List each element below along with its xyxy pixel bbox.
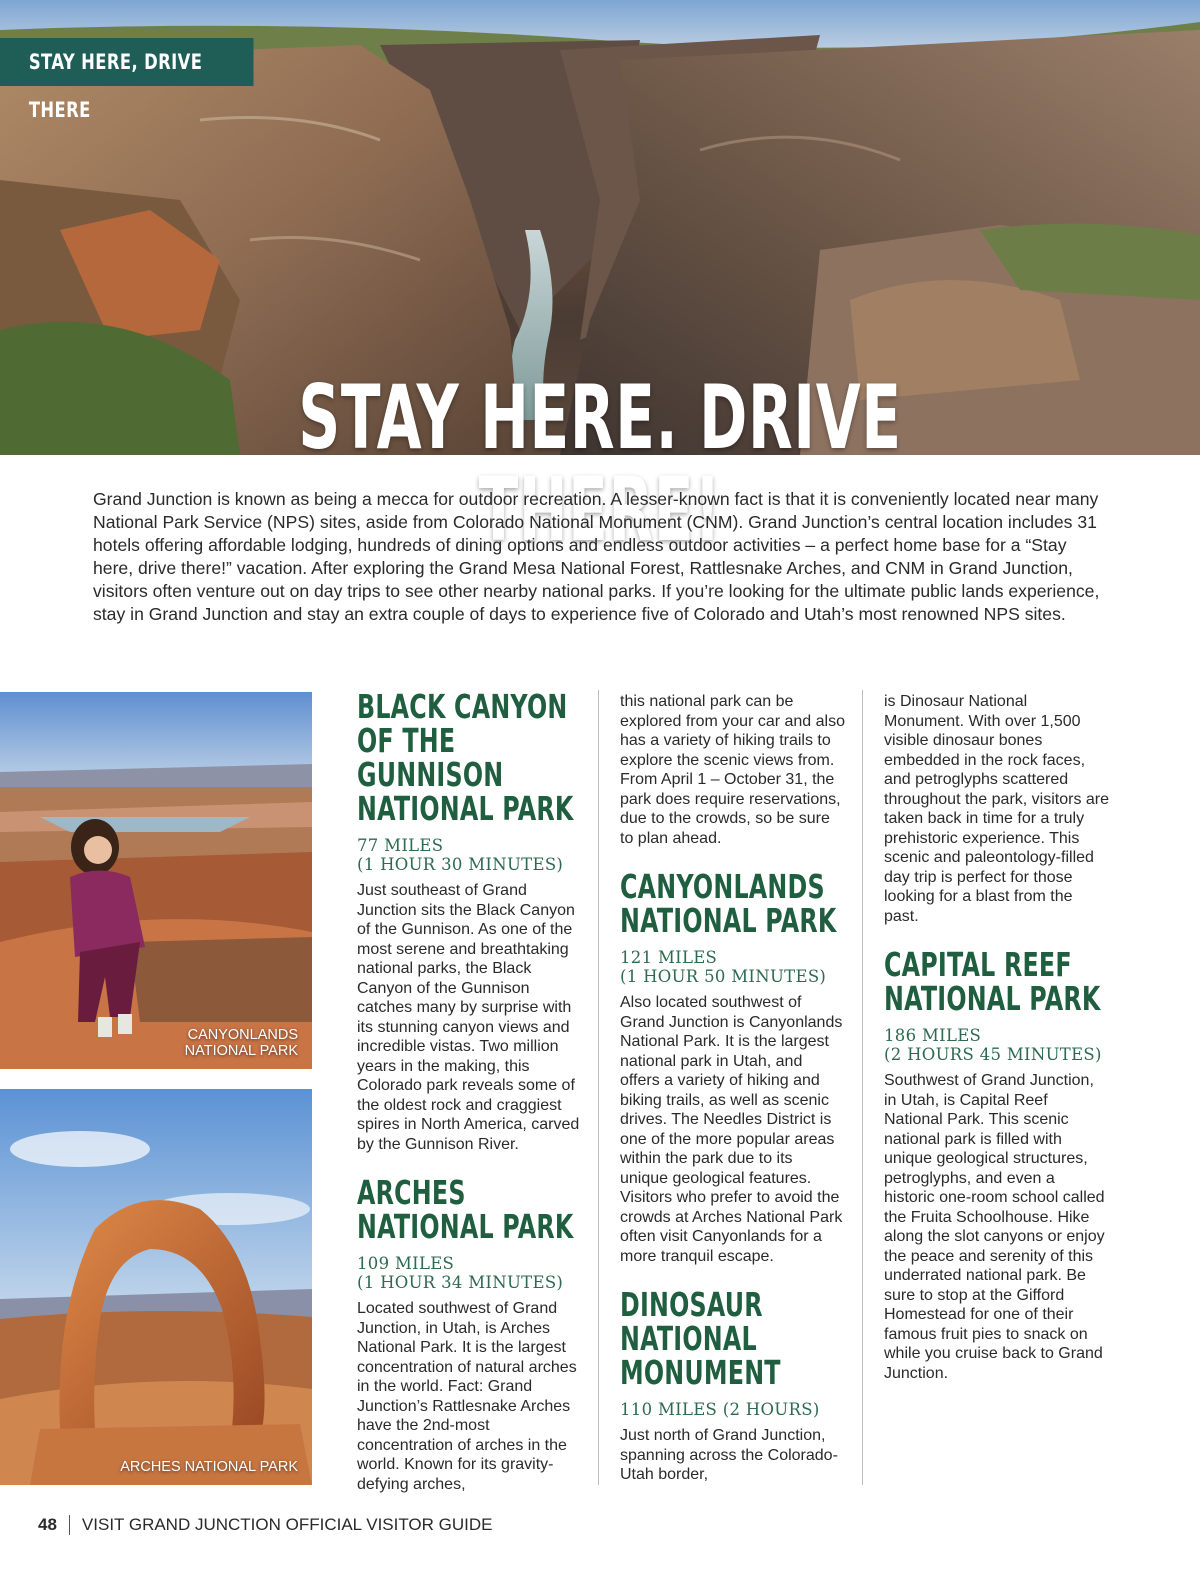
heading-line: NATIONAL PARK — [357, 789, 574, 828]
arches-photo — [0, 1089, 312, 1485]
capital-reef-distance — [884, 1026, 1109, 1064]
heading-line: DINOSAUR NATIONAL — [620, 1285, 763, 1358]
page-footer — [38, 1514, 493, 1536]
dinosaur-section — [620, 1285, 845, 1485]
arches-description-continued: this national park can be explored from your car and also has a variety of hiking trails to explore the scenic views from. From April 1 – October 31, the park does require reservations, due to the crowds, so be sure to plan ahead. — [620, 693, 845, 847]
heading-line: CAPITAL REEF — [884, 945, 1072, 984]
dinosaur-description-continued: is Dinosaur National Monument. With over 1,500 visible dinosaur bones embedded in the rock faces, and petroglyphs scattered throughout the park, visitors are taken back in time for a truly prehistoric experience. This scenic and paleontology-filled day trip is perfect for those looking for a blast from the past. — [884, 693, 1110, 925]
distance-line: (1 HOUR 30 MINUTES) — [357, 855, 564, 874]
dinosaur-description: Just north of Grand Junction, spanning across the Colorado-Utah border, — [620, 1427, 838, 1483]
dinosaur-heading — [620, 1285, 850, 1392]
heading-line: NATIONAL PARK — [884, 979, 1101, 1018]
distance-line: (1 HOUR 34 MINUTES) — [357, 1273, 564, 1292]
caption-line: CANYONLANDS — [187, 1027, 298, 1043]
column-2 — [620, 690, 845, 1485]
publication-name: VISIT GRAND JUNCTION OFFICIAL VISITOR GUIDE — [81, 1515, 493, 1534]
column-divider — [862, 690, 863, 1485]
canyonlands-caption — [185, 1027, 298, 1059]
black-canyon-description: Just southeast of Grand Junction sits the Black Canyon of the Gunnison. As one of the most serene and breathtaking national parks, the Black Canyon of the Gunnison catches many by surprise with its stunning canyon views and incredible vistas. Two million years in the making, this Colorado park reveals some of the oldest rock and craggiest spires in North America, carved by the Gunnison River. — [357, 882, 580, 1153]
intro-paragraph: Grand Junction is known as being a mecca for outdoor recreation. A lesser-known fact is that it is conveniently located near many National Park Service (NPS) sites, aside from Colorado National Monument (CNM). Grand Junction’s central location includes 31 hotels offering affordable lodging, hundreds of dining options and endless outdoor activities – a perfect home base for a “Stay here, drive there!” vacation. After exploring the Grand Mesa National Forest, Rattlesnake Arches, and CNM in Grand Junction, visitors often venture out on day trips to see other nearby national parks. If you’re looking for the ultimate public lands experience, stay in Grand Junction and stay an extra couple of days to experience five of Colorado and Utah’s most renowned NPS sites. — [93, 489, 1100, 624]
heading-line: ARCHES — [357, 1173, 466, 1212]
section-tag: STAY HERE, DRIVE THERE — [0, 38, 253, 86]
caption-line: NATIONAL PARK — [184, 1043, 298, 1059]
canyonlands-description: Also located southwest of Grand Junction is Canyonlands National Park. It is the largest national park in Utah, and offers a variety of hiking and biking trails, as well as scenic drives. The Needles District is one of the more popular areas within the park due to its unique geological features. Visitors who prefer to avoid the crowds at Arches National Park often visit Canyonlands for a more tranquil escape. — [620, 994, 843, 1265]
delicate-arch-image — [0, 1089, 312, 1485]
page-title: STAY HERE. DRIVE THERE! — [298, 366, 902, 561]
column-3 — [884, 690, 1109, 1383]
arches-description: Located southwest of Grand Junction, in Utah, is Arches National Park. It is the largest concentration of natural arches in the world. Fact: Grand Junction’s Rattlesnake Arches have the 2nd-most concentration of arches in the world. Known for its gravity-defying arches, — [357, 1300, 577, 1493]
column-divider — [598, 690, 599, 1485]
heading-line: MONUMENT — [620, 1353, 781, 1392]
distance-line: (1 HOUR 50 MINUTES) — [620, 967, 827, 986]
distance-line: 109 MILES — [357, 1254, 455, 1273]
distance-line: (2 HOURS 45 MINUTES) — [884, 1045, 1102, 1064]
canyonlands-heading — [620, 867, 850, 940]
distance-line: 121 MILES — [620, 948, 718, 967]
black-canyon-heading — [357, 687, 587, 828]
canyonlands-image — [0, 692, 312, 1069]
heading-line: OF THE GUNNISON — [357, 721, 504, 794]
column-1 — [357, 687, 582, 1494]
arches-caption: ARCHES NATIONAL PARK — [120, 1459, 298, 1475]
canyonlands-photo — [0, 692, 312, 1069]
footer-divider — [69, 1515, 70, 1535]
arches-heading — [357, 1173, 587, 1246]
heading-line: BLACK CANYON — [357, 687, 568, 726]
distance-line: 186 MILES — [884, 1026, 982, 1045]
capital-reef-description: Southwest of Grand Junction, in Utah, is Capital Reef National Park. This scenic national park is filled with unique geological structures, petroglyphs, and even a historic one-room school called the Fruita Schoolhouse. Hike along the slot canyons or enjoy the peace and serenity of this underrated national park. Be sure to stop at the Gifford Homestead for one of their famous fruit pies to snack on while you cruise back to Grand Junction. — [884, 1072, 1105, 1382]
arches-distance — [357, 1254, 582, 1292]
distance-line: 77 MILES — [357, 836, 444, 855]
capital-reef-section — [884, 945, 1109, 1383]
heading-line: CANYONLANDS — [620, 867, 825, 906]
heading-line: NATIONAL PARK — [357, 1207, 574, 1246]
page-number: 48 — [38, 1515, 57, 1534]
arches-section — [357, 1173, 582, 1494]
heading-line: NATIONAL PARK — [620, 901, 837, 940]
canyonlands-distance — [620, 948, 845, 986]
capital-reef-heading — [884, 945, 1114, 1018]
dinosaur-distance: 110 MILES (2 HOURS) — [620, 1400, 820, 1419]
black-canyon-distance — [357, 836, 582, 874]
canyonlands-section — [620, 867, 845, 1266]
